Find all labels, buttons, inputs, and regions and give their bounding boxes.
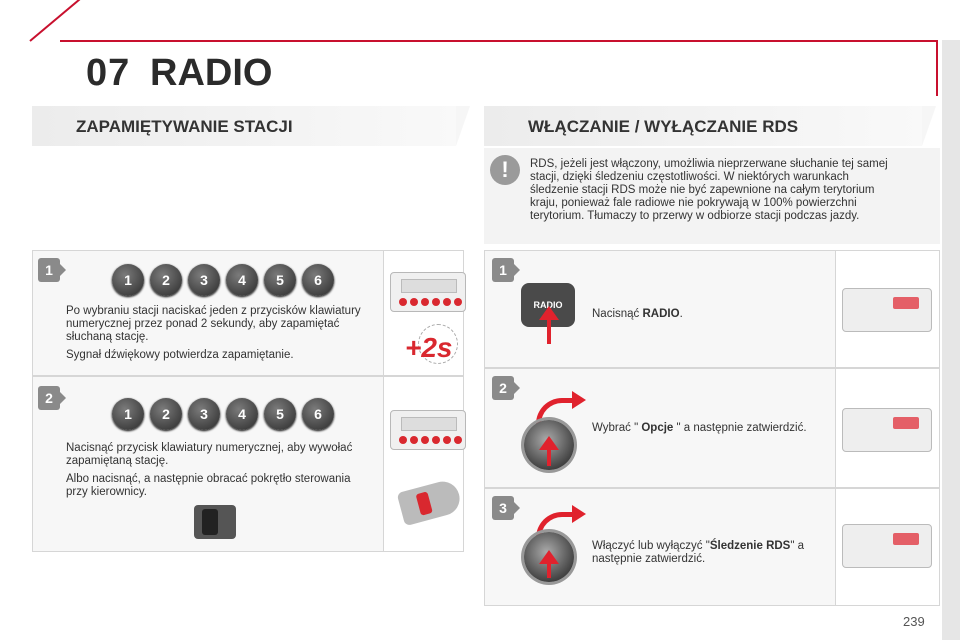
preset-key-2[interactable]: 2 — [150, 398, 182, 430]
right-step1-badge: 1 — [492, 258, 514, 282]
preset-key-1[interactable]: 1 — [112, 398, 144, 430]
radio-unit-illustration — [390, 410, 466, 450]
radio-panel-illustration — [842, 288, 932, 332]
preset-key-2[interactable]: 2 — [150, 264, 182, 296]
right-step2-text-pre: Wybrać " — [592, 422, 642, 434]
preset-key-1[interactable]: 1 — [112, 264, 144, 296]
header-diagonal — [29, 0, 87, 42]
left-step1-badge: 1 — [38, 258, 60, 282]
left-step2-text1: Nacisnąć przycisk klawiatury numerycznej, aby wywołać zapamiętaną stację. — [66, 442, 353, 467]
radio-screen — [401, 417, 457, 431]
right-step2-text-post: " a następnie zatwierdzić. — [673, 422, 807, 434]
preset-key-5[interactable]: 5 — [264, 264, 296, 296]
preset-key-3[interactable]: 3 — [188, 398, 220, 430]
section-title-presets — [32, 106, 456, 146]
stalk-wheel-icon — [416, 491, 433, 515]
side-tab-bar — [942, 40, 960, 640]
section-title-rds-text: WŁĄCZANIE / WYŁĄCZANIE RDS — [528, 117, 799, 136]
warning-text: RDS, jeżeli jest włączony, umożliwia nieprzerwane słuchanie tej samej stacji, dzięki śledzeniu częstotliwości. W niektórych warunkach śledzenie stacji RDS może nie być zapewnione na całym terytorium kraju, ponieważ fale radiowe nie pokrywają w 100% powierzchni terytorium. Tłumaczy to przerwy w odbiorze stacji podczas jazdy. — [530, 158, 888, 222]
press-arrow-icon — [547, 562, 551, 578]
warning-icon: ! — [490, 155, 520, 185]
steering-roller-icon — [194, 505, 236, 539]
left-step2-image-cell — [383, 377, 463, 551]
section-title-presets-text: ZAPAMIĘTYWANIE STACJI — [76, 117, 293, 136]
chapter-title: RADIO — [150, 52, 273, 94]
preset-key-4[interactable]: 4 — [226, 398, 258, 430]
keypad-top — [112, 264, 334, 296]
radio-preset-dots — [399, 436, 462, 444]
left-step2-text2: Albo nacisnąć, a następnie obracać pokrętło sterowania przy kierownicy. — [66, 473, 351, 498]
right-step1-text-bold: RADIO — [642, 308, 680, 320]
page-number: 239 — [903, 614, 925, 629]
radio-preset-dots — [399, 298, 462, 306]
left-step1-text2: Sygnał dźwiękowy potwierdza zapamiętanie. — [66, 349, 294, 361]
right-step3-text-pre: Włączyć lub wyłączyć " — [592, 540, 710, 552]
radio-panel-illustration — [842, 408, 932, 452]
press-arrow-icon — [547, 448, 551, 466]
left-step2-badge: 2 — [38, 386, 60, 410]
right-step3-text-bold: Śledzenie RDS — [709, 540, 791, 552]
preset-key-3[interactable]: 3 — [188, 264, 220, 296]
radio-screen — [401, 279, 457, 293]
right-step2-text-bold: Opcje — [641, 422, 674, 434]
right-step2-text — [592, 422, 822, 435]
preset-key-6[interactable]: 6 — [302, 264, 334, 296]
right-step1-text-post: . — [679, 308, 683, 320]
chapter-number: 07 — [86, 52, 131, 94]
right-step2-badge: 2 — [492, 376, 514, 400]
preset-key-5[interactable]: 5 — [264, 398, 296, 430]
right-step3-text — [592, 540, 832, 566]
preset-key-4[interactable]: 4 — [226, 264, 258, 296]
radio-unit-illustration — [390, 272, 466, 312]
keypad-bottom — [112, 398, 334, 430]
left-step1-text — [66, 305, 371, 367]
radio-button[interactable]: RADIO — [521, 283, 575, 327]
press-arrow-icon — [547, 318, 551, 344]
right-step3-text-post: " a następnie zatwierdzić. — [592, 540, 805, 565]
right-step3-badge: 3 — [492, 496, 514, 520]
preset-key-6[interactable]: 6 — [302, 398, 334, 430]
left-step2-text — [66, 442, 371, 504]
right-step1-text-pre: Nacisnąć — [592, 308, 643, 320]
hold-2s-label: +2s — [405, 332, 453, 363]
right-step1-text — [592, 308, 822, 321]
radio-panel-illustration — [842, 524, 932, 568]
left-step1-text1: Po wybraniu stacji naciskać jeden z przycisków klawiatury numerycznej przez ponad 2 sekundy, aby zapamiętać słuchaną stację. — [66, 305, 361, 343]
section-title-rds — [484, 106, 922, 146]
